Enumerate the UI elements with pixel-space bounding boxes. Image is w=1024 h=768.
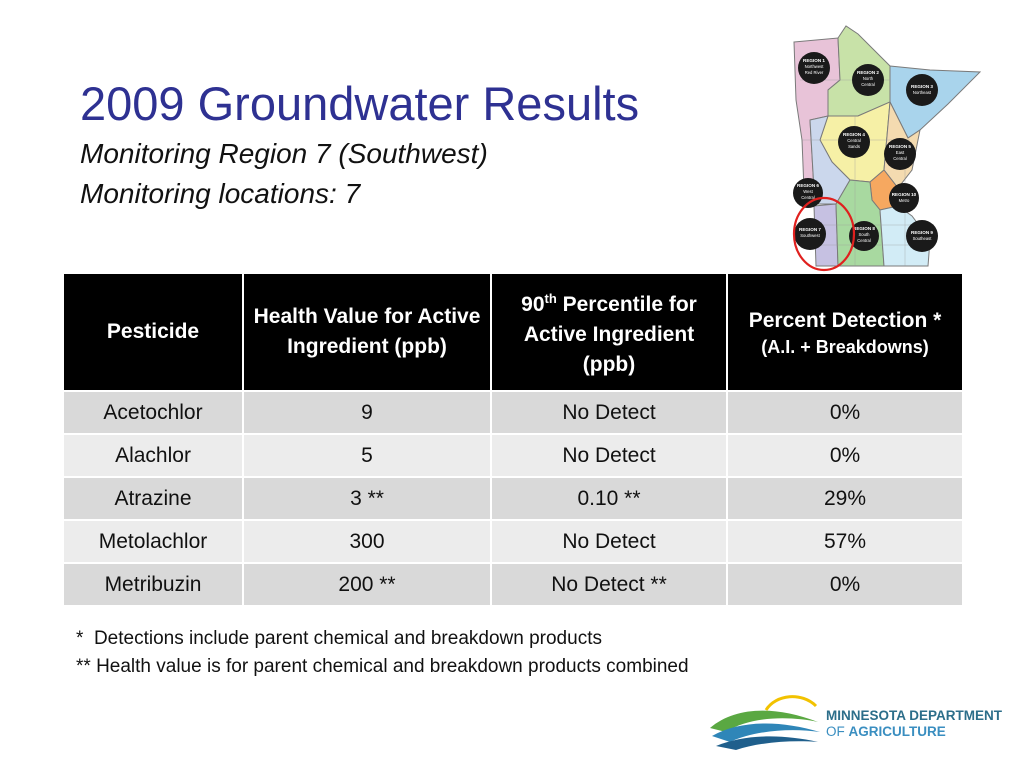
svg-text:South: South	[858, 232, 870, 237]
svg-text:West: West	[803, 189, 813, 194]
map-region-3-shape	[890, 66, 980, 138]
minnesota-region-map	[780, 20, 990, 272]
cell-pesticide: Metribuzin	[63, 563, 243, 606]
cell-health: 9	[243, 391, 491, 434]
svg-text:Northwest: Northwest	[804, 64, 824, 69]
cell-percentile: No Detect **	[491, 563, 727, 606]
region-2-label	[852, 64, 884, 96]
svg-text:REGION 5: REGION 5	[889, 144, 911, 149]
header-health-value: Health Value for Active Ingredient (ppb)	[243, 273, 491, 391]
svg-text:North: North	[862, 76, 874, 81]
mda-logo-line2: OF AGRICULTURE	[826, 724, 946, 739]
table-header-row	[63, 273, 963, 391]
cell-pesticide: Acetochlor	[63, 391, 243, 434]
svg-text:Southwest: Southwest	[800, 233, 820, 238]
cell-pesticide: Metolachlor	[63, 520, 243, 563]
page-title: 2009 Groundwater Results	[80, 77, 640, 130]
svg-text:Central: Central	[847, 138, 861, 143]
svg-text:REGION 1: REGION 1	[803, 58, 825, 63]
header-percentile: 90th Percentile for Active Ingredient (ppb)	[491, 273, 727, 391]
svg-text:REGION 6: REGION 6	[797, 183, 819, 188]
svg-text:Central: Central	[893, 156, 907, 161]
svg-text:REGION 2: REGION 2	[857, 70, 879, 75]
table-row	[63, 391, 963, 434]
region-4-label	[838, 126, 870, 158]
svg-text:REGION 9: REGION 9	[911, 230, 933, 235]
svg-text:REGION 8: REGION 8	[853, 226, 875, 231]
cell-health: 200 **	[243, 563, 491, 606]
cell-percentile: No Detect	[491, 520, 727, 563]
svg-text:REGION 7: REGION 7	[799, 227, 821, 232]
svg-text:Red River: Red River	[804, 70, 824, 75]
mda-logo-swoosh-icon	[706, 692, 826, 754]
footnote-detections: * Detections include parent chemical and breakdown products	[76, 628, 602, 649]
svg-text:Central: Central	[801, 195, 815, 200]
cell-health: 3 **	[243, 477, 491, 520]
cell-pesticide: Atrazine	[63, 477, 243, 520]
region-9-label	[906, 220, 938, 252]
table-row	[63, 520, 963, 563]
footnote-health-value: ** Health value is for parent chemical and breakdown products combined	[76, 656, 689, 677]
svg-text:Northeast: Northeast	[912, 90, 932, 95]
cell-percentile: No Detect	[491, 434, 727, 477]
svg-text:Central: Central	[857, 238, 871, 243]
region-1-label	[798, 52, 830, 84]
cell-percent: 0%	[727, 391, 963, 434]
cell-health: 5	[243, 434, 491, 477]
header-percent-detection: Percent Detection * (A.I. + Breakdowns)	[727, 273, 963, 391]
mda-logo-text	[826, 708, 1002, 740]
header-pesticide: Pesticide	[63, 273, 243, 391]
region-5-label	[884, 138, 916, 170]
svg-text:Metro: Metro	[898, 198, 910, 203]
cell-percent: 29%	[727, 477, 963, 520]
svg-text:Central: Central	[861, 82, 875, 87]
table-row	[63, 477, 963, 520]
svg-text:REGION 10: REGION 10	[891, 192, 917, 197]
mda-logo-line1: MINNESOTA DEPARTMENT	[826, 708, 1002, 723]
cell-percent: 0%	[727, 563, 963, 606]
cell-percentile: 0.10 **	[491, 477, 727, 520]
cell-health: 300	[243, 520, 491, 563]
svg-text:Sands: Sands	[848, 144, 860, 149]
region-3-label	[906, 74, 938, 106]
svg-text:East: East	[895, 150, 905, 155]
svg-text:Southeast: Southeast	[912, 236, 932, 241]
cell-percent: 0%	[727, 434, 963, 477]
region-10-label	[889, 183, 919, 213]
table-row	[63, 563, 963, 606]
locations-subtitle: Monitoring locations: 7	[80, 178, 361, 209]
table-row	[63, 434, 963, 477]
results-table	[62, 272, 964, 607]
cell-percent: 57%	[727, 520, 963, 563]
svg-text:REGION 3: REGION 3	[911, 84, 933, 89]
cell-percentile: No Detect	[491, 391, 727, 434]
svg-text:REGION 4: REGION 4	[843, 132, 865, 137]
cell-pesticide: Alachlor	[63, 434, 243, 477]
region-subtitle: Monitoring Region 7 (Southwest)	[80, 138, 488, 169]
region-7-label	[794, 218, 826, 250]
